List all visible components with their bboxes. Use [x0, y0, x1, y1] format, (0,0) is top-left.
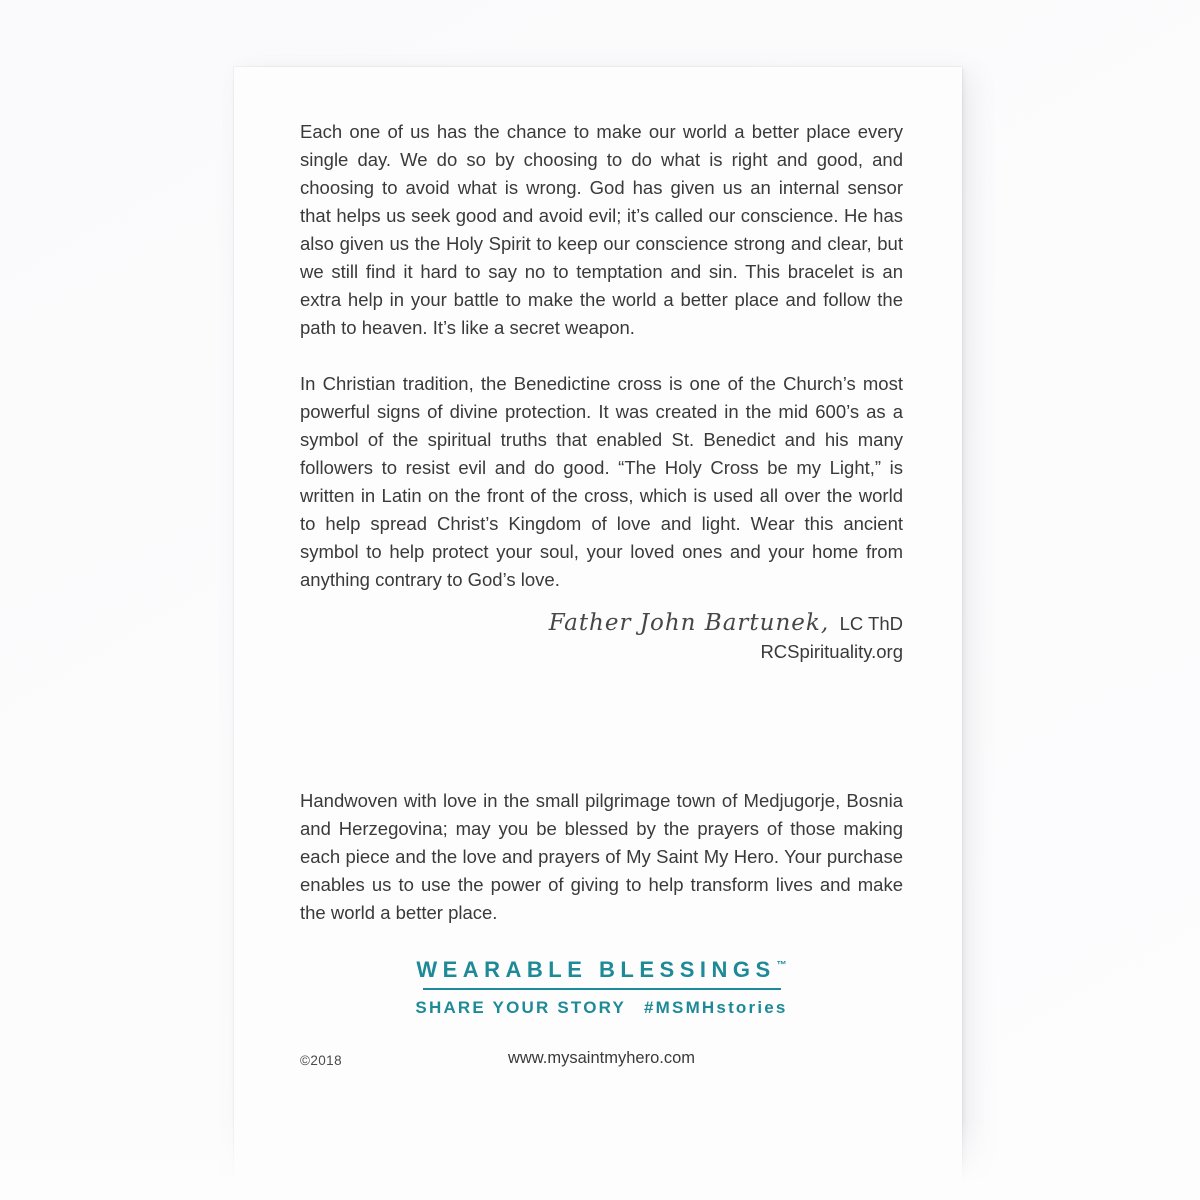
website-url: www.mysaintmyhero.com	[507, 1049, 696, 1067]
copyright-text: ©2018	[300, 1053, 342, 1068]
brand-block	[300, 957, 903, 1018]
tagline-hashtag: #MSMHstories	[644, 998, 788, 1017]
brand-divider-line	[423, 988, 781, 990]
signature-organization: RCSpirituality.org	[760, 641, 903, 662]
card-footer	[300, 1049, 903, 1071]
signature-block	[300, 610, 903, 665]
intro-paragraph: Each one of us has the chance to make our world a better place every single day. We do so by choosing to do what is right and good, and choosing to avoid what is wrong. God has given us an internal sensor that helps us seek good and avoid evil; it’s called our conscience. He has also given us the Holy Spirit to keep our conscience strong and clear, but we still find it hard to say no to temptation and sin. This bracelet is an extra help in your battle to make the world a better place and follow the path to heaven. It’s like a secret weapon.	[300, 121, 903, 338]
tagline-share-text: SHARE YOUR STORY	[415, 998, 627, 1017]
brand-title	[300, 957, 903, 983]
product-insert-card	[234, 67, 962, 1185]
signature-name: Father John Bartunek,	[548, 610, 830, 636]
trademark-symbol: ™	[776, 960, 787, 971]
benedictine-cross-paragraph: In Christian tradition, the Benedictine cross is one of the Church’s most powerful signs of divine protection. It was created in the mid 600’s as a symbol of the spiritual truths that enabled St. Benedict and his many followers to resist evil and do good. “The Holy Cross be my Light,” is written in Latin on the front of the cross, which is used all over the world to help spread Christ’s Kingdom of love and light. Wear this ancient symbol to help protect your soul, your loved ones and your home from anything contrary to God’s love.	[300, 373, 903, 590]
handwoven-paragraph: Handwoven with love in the small pilgrimage town of Medjugorje, Bosnia and Herzegovina; may you be blessed by the prayers of those making each piece and the love and prayers of My Saint My Hero. Your purchase enables us to use the power of giving to help transform lives and make the world a better place.	[300, 790, 903, 923]
brand-title-text: WEARABLE BLESSINGS	[416, 957, 776, 982]
brand-tagline	[300, 998, 903, 1018]
signature-line	[300, 610, 903, 636]
card-content	[300, 118, 903, 1071]
signature-credentials: LC ThD	[839, 613, 903, 634]
